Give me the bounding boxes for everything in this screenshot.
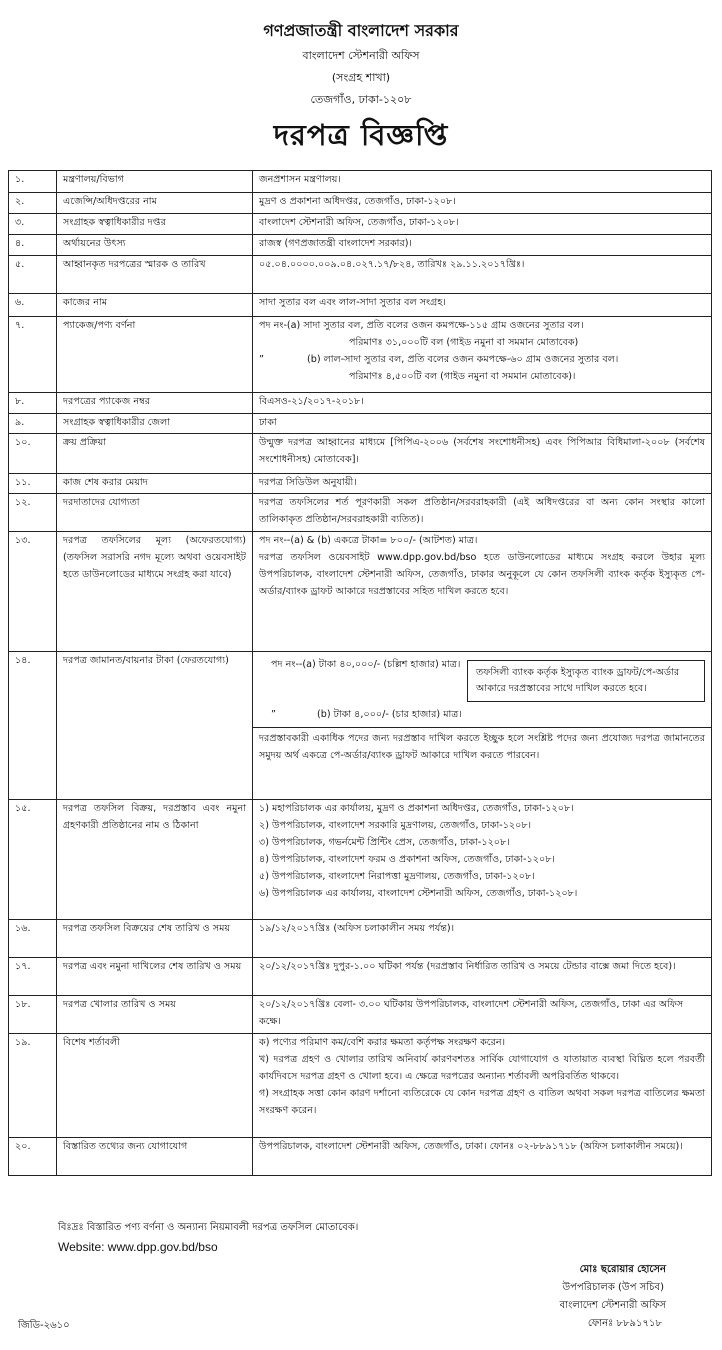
row-label: বিশেষ শর্তাবলী [57,1034,253,1138]
multiple-item-note: দরপ্রস্তাবকারী একাধিক পদের জন্য দরপ্রস্তাব দাখিল করতে ইচ্ছুক হলে সংশ্লিষ্ট পদের জন্য প্রযোজ্য দরপত্র জামানতের সমুদয় অর্থ একত্রে পে-অর্ডার/ব্যাংক ড্রাফট আকারে দাখিল করতে পারবেন। [259,733,705,761]
row-value: উপপরিচালক, বাংলাদেশ স্টেশনারী অফিস, তেজগাঁও, ঢাকা। ফোনঃ ০২-৮৮৯১৭১৮ (অফিস চলাকালীন সময়ে)। [253,1138,712,1176]
row-value [253,317,712,393]
table-row [9,1138,712,1176]
row-value: ১৯/১২/২০১৭খ্রিঃ (অফিস চলাকালীন সময় পর্যন্ত)। [253,920,712,958]
row-label: আহ্বানকৃত দরপত্রের স্মারক ও তারিখ [57,256,253,294]
row-number: ৩. [9,214,57,235]
signatory-name: মোঃ ছরোয়ার হোসেন [579,1264,666,1275]
row-value [253,1034,712,1138]
row-value [253,532,712,652]
row-value: ০৫.০৪.০০০০.০০৯.০৪.০২৭.১৭/৮২৪, তারিখঃ ২৯.১১.২০১৭খ্রিঃ। [253,256,712,294]
list-item: ১) মহাপরিচালক এর কার্যালয়, মুদ্রণ ও প্রকাশনা অধিদপ্তর, তেজগাঁও, ঢাকা-১২০৮। [259,803,574,814]
row-number: ১. [9,171,57,193]
row-number: ১৭. [9,958,57,996]
row-number: ১৮. [9,996,57,1034]
item-b-description: (b) লাল-সাদা সুতার বল, প্রতি বলের ওজন কমপক্ষে-৬০ গ্রাম ওজনের সুতার বল। [307,354,619,365]
list-item: খ) দরপত্র গ্রহণ ও খোলার তারিখ অনিবার্য কারণবশতঃ সার্বিক যোগাযোগ ও যাতায়াত ব্যবস্থা বিঘ্নিত হলে পরবর্তী কার্যদিবসে দরপত্র গ্রহণ ও খোলা হবে। এ ক্ষেত্রে দরপত্রের অন্যান্য শর্তাবলী অপরিবর্তিত থাকবে। [259,1054,705,1082]
row-label: দরপত্র খোলার তারিখ ও সময় [57,996,253,1034]
list-item: ২) উপপরিচালক, বাংলাদেশ সরকারি মুদ্রণালয়, তেজগাঁও, ঢাকা-১২০৮। [259,820,532,831]
row-value: রাজস্ব (গণপ্রজাতন্ত্রী বাংলাদেশ সরকার)। [253,235,712,256]
row-number: ৬. [9,294,57,317]
row-number: ২০. [9,1138,57,1176]
table-row [9,434,712,474]
row-label: কাজ শেষ করার মেয়াদ [57,474,253,494]
row-number: ১৪. [9,652,57,800]
fee-amount: পদ নং--(a) & (b) একত্রে টাকা= ৮০০/- (আটশত) মাত্র। [259,535,478,546]
table-row [9,214,712,235]
item-a-quantity: পরিমাণঃ ৩১,০০০টি বল (গাইড নমুনা বা সমমান মোতাবেক) [349,337,579,348]
row-label: দরপত্র তফসিলের মূল্য (অফেরতযোগ্য) (তফসিল সরাসরি নগদ মূল্যে অথবা ওয়েবসাইট হতে ডাউনলোডের মাধ্যমে সংগ্রহ করা যাবে) [57,532,253,652]
table-row [9,1034,712,1138]
row-label: মন্ত্রণালয়/বিভাগ [57,171,253,193]
table-row [9,414,712,434]
row-value: মুদ্রণ ও প্রকাশনা অধিদপ্তর, তেজগাঁও, ঢাকা-১২০৮। [253,193,712,214]
signatory-phone: ফোনঃ ৮৮৯১৭১৮ [587,1318,662,1329]
row-value: ঢাকা [253,414,712,434]
signatory-title: উপপরিচালক (উপ সচিব) [562,1282,664,1293]
row-label: দরদাতাদের যোগ্যতা [57,494,253,532]
row-number: ১৯. [9,1034,57,1138]
row-label: দরপত্র তফসিল বিক্রয়, দরপ্রস্তাব এবং নমুনা গ্রহণকারী প্রতিষ্ঠানের নাম ও ঠিকানা [57,800,253,920]
row-number: ৫. [9,256,57,294]
branch-name: (সংগ্রহ শাখা) [331,71,391,84]
security-a: পদ নং--(a) টাকা ৪০,০০০/- (চল্লিশ হাজার) মাত্র। [271,659,461,670]
list-item: ৬) উপপরিচালক এর কার্যালয়, বাংলাদেশ স্টেশনারী অফিস, তেজগাঁও, ঢাকা-১২০৮। [259,888,578,899]
office-name: বাংলাদেশ স্টেশনারী অফিস [302,49,420,62]
notice-title: দরপত্র বিজ্ঞপ্তি [273,118,449,152]
signatory-office: বাংলাদেশ স্টেশনারী অফিস [559,1300,666,1311]
row-number: ৯. [9,414,57,434]
row-number: ২. [9,193,57,214]
row-label: দরপত্র তফসিল বিক্রয়ের শেষ তারিখ ও সময় [57,920,253,958]
table-row [9,494,712,532]
row-label: কাজের নাম [57,294,253,317]
table-row [9,193,712,214]
row-label: দরপত্রের প্যাকেজ নম্বর [57,393,253,414]
table-row [9,996,712,1034]
row-number: ৪. [9,235,57,256]
row-label: প্যাকেজ/পণ্য বর্ণনা [57,317,253,393]
bank-draft-note: তফসিলী ব্যাংক কর্তৃক ইস্যুকৃত ব্যাংক ড্রাফট/পে-অর্ডার আকারে দরপ্রস্তাবের সাথে দাখিল করতে হবে। [467,660,705,702]
row-label: সংগ্রাহক স্বত্বাধিকারীর দপ্তর [57,214,253,235]
download-instructions: দরপত্র তফসিল ওয়েবসাইট www.dpp.gov.bd/bso হতে ডাউনলোডের মাধ্যমে সংগ্রহ করলে উহার মূল্য উপপরিচালক, বাংলাদেশ স্টেশনারী অফিস, তেজগাঁও, ঢাকার অনুকূলে যে কোন তফসিলী ব্যাংক কর্তৃক ইস্যুকৃত পে-অর্ডার/ব্যাংক ড্রাফট আকারে দরপ্রস্তাবের সহিত দাখিল করতে হবে। [259,552,705,597]
ditto-mark: ” [271,709,276,720]
row-value: বিএসও-২১/২০১৭-২০১৮। [253,393,712,414]
list-item: ৫) উপপরিচালক, বাংলাদেশ নিরাপত্তা মুদ্রণালয়, তেজগাঁও, ঢাকা-১২০৮। [259,871,535,882]
row-value: ২০/১২/২০১৭খ্রিঃ বেলা- ৩.০০ ঘটিকায় উপপরিচালক, বাংলাদেশ স্টেশনারী অফিস, তেজগাঁও, ঢাকা এর অফিস কক্ষে। [253,996,712,1034]
row-value: দরপত্র তফসিলের শর্ত পূরণকারী সকল প্রতিষ্ঠান/সরবরাহকারী (এই অধিদপ্তরের বা অন্য কোন সংস্থার কালো তালিকাকৃত প্রতিষ্ঠান/সরবরাহকারী ব্যতিত)। [253,494,712,532]
tender-details-table [8,170,712,1176]
row-label: সংগ্রাহক স্বত্বাধিকারীর জেলা [57,414,253,434]
table-row [9,171,712,193]
security-b: (b) টাকা ৪,০০০/- (চার হাজার) মাত্র। [317,709,462,720]
table-row [9,800,712,920]
gd-number: জিডি-২৬১০ [18,1320,70,1331]
govt-heading: গণপ্রজাতন্ত্রী বাংলাদেশ সরকার [263,21,459,40]
list-item: ক) পণ্যের পরিমাণ কম/বেশি করার ক্ষমতা কর্তৃপক্ষ সংরক্ষণ করেন। [259,1037,506,1048]
footer-note: বিঃদ্রঃ বিস্তারিত পণ্য বর্ণনা ও অন্যান্য নিয়মাবলী দরপত্র তফসিল মোতাবেক। [58,1222,359,1233]
row-number: ১২. [9,494,57,532]
table-row [9,317,712,393]
office-address: তেজগাঁও, ঢাকা-১২০৮ [310,93,412,106]
table-row [9,958,712,996]
list-item: গ) সংগ্রাহক সত্তা কোন কারণ দর্শানো ব্যতিরেকে যে কোন দরপত্র গ্রহণ ও বাতিল অথবা সকল দরপত্র বাতিলের ক্ষমতা সংরক্ষণ করেন। [259,1088,705,1116]
row-number: ৮. [9,393,57,414]
row-number: ১০. [9,434,57,474]
row-value: সাদা সুতার বল এবং লাল-সাদা সুতার বল সংগ্রহ। [253,294,712,317]
row-value: জনপ্রশাসন মন্ত্রণালয়। [253,171,712,193]
row-value: বাংলাদেশ স্টেশনারী অফিস, তেজগাঁও, ঢাকা-১২০৮। [253,214,712,235]
row-value [253,652,712,800]
row-value: ২০/১২/২০১৭খ্রিঃ দুপুর-১.০০ ঘটিকা পর্যন্ত (দরপ্রস্তাব নির্ধারিত তারিখ ও সময়ে টেন্ডার বাক্সে জমা দিতে হবে)। [253,958,712,996]
table-row [9,256,712,294]
row-number: ১৫. [9,800,57,920]
row-number: ১৩. [9,532,57,652]
row-label: অর্থায়নের উৎস্য [57,235,253,256]
table-row [9,235,712,256]
row-number: ১১. [9,474,57,494]
table-row [9,920,712,958]
item-a-description: পদ নং-(a) সাদা সুতার বল, প্রতি বলের ওজন কমপক্ষে-১১৫ গ্রাম ওজনের সুতার বল। [259,320,584,331]
table-row [9,294,712,317]
row-label: এজেন্সি/অধিদপ্তরের নাম [57,193,253,214]
item-b-quantity: পরিমাণঃ ৪,৫০০টি বল (গাইড নমুনা বা সমমান মোতাবেক)। [349,371,576,382]
row-label: দরপত্র জামানত/বায়নার টাকা (ফেরতযোগ্য) [57,652,253,800]
table-row [9,532,712,652]
website-link[interactable]: Website: www.dpp.gov.bd/bso [58,1240,218,1254]
row-value [253,800,712,920]
row-label: দরপত্র এবং নমুনা দাখিলের শেষ তারিখ ও সময় [57,958,253,996]
row-label: বিস্তারিত তথ্যের জন্য যোগাযোগ [57,1138,253,1176]
list-item: ৪) উপপরিচালক, বাংলাদেশ ফরম ও প্রকাশনা অফিস, তেজগাঁও, ঢাকা-১২০৮। [259,854,555,865]
table-row [9,652,712,800]
row-label: ক্রয় প্রক্রিয়া [57,434,253,474]
table-row [9,393,712,414]
row-number: ১৬. [9,920,57,958]
row-value: উন্মুক্ত দরপত্র আহ্বানের মাধ্যমে [পিপিএ-২০০৬ (সর্বশেষ সংশোধনীসহ) এবং পিপিআর বিধিমালা-২০০৮ (সর্বশেষ সংশোধনীসহ) মোতাবেক]। [253,434,712,474]
row-value: দরপত্র সিডিউল অনুযায়ী। [253,474,712,494]
list-item: ৩) উপপরিচালক, গভর্নমেন্ট প্রিন্টিং প্রেস, তেজগাঁও, ঢাকা-১২০৮। [259,837,510,848]
table-row [9,474,712,494]
ditto-mark: ” [259,354,264,365]
row-number: ৭. [9,317,57,393]
